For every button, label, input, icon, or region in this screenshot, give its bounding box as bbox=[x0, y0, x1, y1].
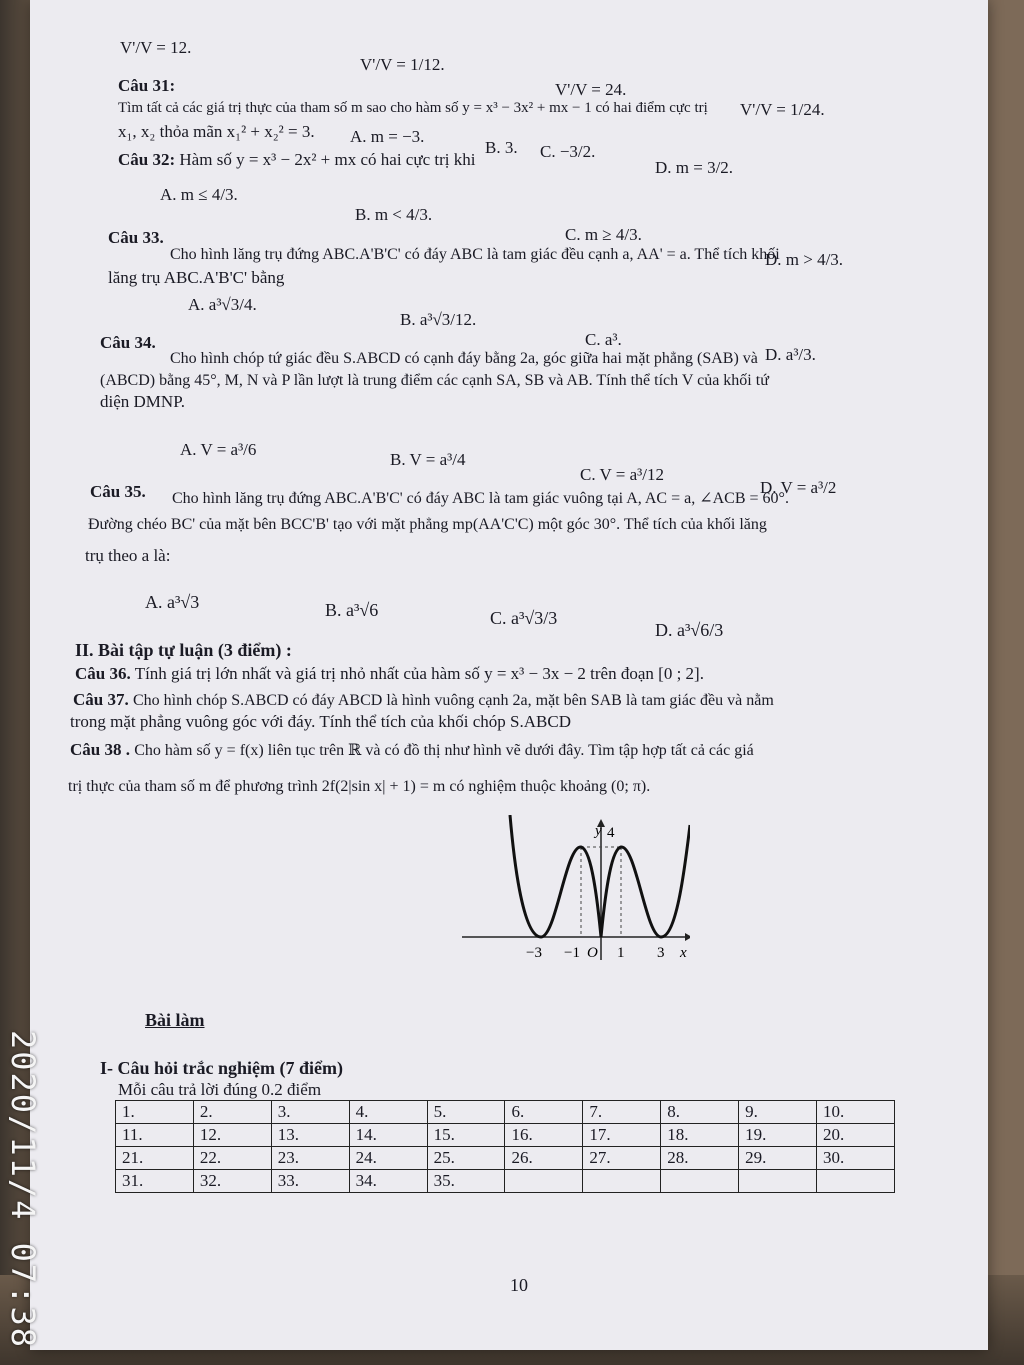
answer-table-row bbox=[116, 1170, 895, 1193]
answer-table-row bbox=[116, 1124, 895, 1147]
answer-cell: 13. bbox=[271, 1124, 349, 1147]
q37-line2: trong mặt phẳng vuông góc với đáy. Tính thể tích của khối chóp S.ABCD bbox=[70, 712, 571, 731]
answer-cell: 29. bbox=[739, 1147, 817, 1170]
q38-line1: Cho hàm số y = f(x) liên tục trên ℝ và có đồ thị như hình vẽ dưới đây. Tìm tập hợp tất cả các giá bbox=[134, 742, 754, 759]
q31-text: Tìm tất cả các giá trị thực của tham số m sao cho hàm số y = x³ − 3x² + mx − 1 có hai điểm cực trị bbox=[118, 100, 708, 116]
answer-cell: 6. bbox=[505, 1101, 583, 1124]
answer-cell: 19. bbox=[739, 1124, 817, 1147]
answer-cell bbox=[583, 1170, 661, 1193]
answer-cell bbox=[817, 1170, 895, 1193]
mcq-subtitle: I- Câu hỏi trắc nghiệm (7 điểm) bbox=[100, 1058, 343, 1078]
q31-option-a: A. m = −3. bbox=[350, 127, 425, 146]
answer-cell: 35. bbox=[427, 1170, 505, 1193]
answer-cell: 4. bbox=[349, 1101, 427, 1124]
answer-cell: 28. bbox=[661, 1147, 739, 1170]
answer-cell: 8. bbox=[661, 1101, 739, 1124]
q33-option-d: D. a³/3. bbox=[765, 345, 816, 364]
q32-option-c: C. m ≥ 4/3. bbox=[565, 225, 642, 244]
q30-option-b: V'/V = 1/12. bbox=[360, 55, 445, 74]
answer-cell: 18. bbox=[661, 1124, 739, 1147]
answer-cell: 31. bbox=[116, 1170, 194, 1193]
function-graph bbox=[460, 815, 690, 965]
exam-page bbox=[30, 0, 988, 1350]
q32-option-d: D. m > 4/3. bbox=[765, 250, 844, 269]
answer-table-row bbox=[116, 1101, 895, 1124]
q32-option-b: B. m < 4/3. bbox=[355, 205, 433, 224]
q36-text: Tính giá trị lớn nhất và giá trị nhỏ nhất của hàm số y = x³ − 3x − 2 trên đoạn [0 ; 2]. bbox=[134, 664, 704, 683]
q38-label: Câu 38 . bbox=[70, 740, 130, 759]
q31-option-b: B. 3. bbox=[485, 138, 518, 157]
x-tick-3: 3 bbox=[657, 945, 665, 961]
q35-option-c: C. a³√3/3 bbox=[490, 608, 558, 628]
q32-option-a: A. m ≤ 4/3. bbox=[160, 185, 238, 204]
mcq-note: Mỗi câu trả lời đúng 0.2 điểm bbox=[118, 1080, 322, 1099]
q34-label: Câu 34. bbox=[100, 333, 156, 352]
q35-line3: trụ theo a là: bbox=[85, 546, 171, 565]
q38-line2: trị thực của tham số m để phương trình 2f(2|sin x| + 1) = m có nghiệm thuộc khoảng (0; π). bbox=[68, 778, 651, 795]
q34-line1: Cho hình chóp tứ giác đều S.ABCD có cạnh đáy bằng 2a, góc giữa hai mặt phẳng (SAB) và bbox=[170, 350, 758, 367]
answer-cell: 17. bbox=[583, 1124, 661, 1147]
q32-label: Câu 32: bbox=[118, 150, 176, 169]
q32-text: Hàm số y = x³ − 2x² + mx có hai cực trị khi bbox=[179, 150, 476, 169]
answer-table-row bbox=[116, 1147, 895, 1170]
answer-cell: 34. bbox=[349, 1170, 427, 1193]
answer-cell: 11. bbox=[116, 1124, 194, 1147]
q35-line1: Cho hình lăng trụ đứng ABC.A'B'C' có đáy ABC là tam giác vuông tại A, AC = a, ∠ACB = 60°. bbox=[172, 490, 789, 507]
q34-option-a: A. V = a³/6 bbox=[180, 440, 257, 459]
answer-cell: 12. bbox=[193, 1124, 271, 1147]
q35-option-b: B. a³√6 bbox=[325, 600, 379, 620]
answer-cell: 27. bbox=[583, 1147, 661, 1170]
q34-line3: diện DMNP. bbox=[100, 392, 186, 411]
answer-cell: 2. bbox=[193, 1101, 271, 1124]
q33-option-c: C. a³. bbox=[585, 330, 622, 349]
part2-title: II. Bài tập tự luận (3 điểm) : bbox=[75, 640, 292, 660]
y-axis-label: y bbox=[595, 823, 602, 839]
answer-cell: 3. bbox=[271, 1101, 349, 1124]
q33-label: Câu 33. bbox=[108, 228, 164, 247]
answer-cell: 22. bbox=[193, 1147, 271, 1170]
q35-option-a: A. a³√3 bbox=[145, 592, 200, 612]
answer-cell: 20. bbox=[817, 1124, 895, 1147]
q33-line2: lăng trụ ABC.A'B'C' bằng bbox=[108, 268, 285, 287]
answer-table bbox=[115, 1100, 895, 1193]
y-tick-4: 4 bbox=[607, 825, 615, 841]
answer-cell: 16. bbox=[505, 1124, 583, 1147]
q31-label: Câu 31: bbox=[118, 76, 176, 95]
q35-label: Câu 35. bbox=[90, 482, 146, 501]
q34-option-d: D. V = a³/2 bbox=[760, 478, 837, 497]
answer-cell: 5. bbox=[427, 1101, 505, 1124]
x-tick-1: 1 bbox=[617, 945, 625, 961]
page-number: 10 bbox=[510, 1275, 528, 1295]
q34-option-c: C. V = a³/12 bbox=[580, 465, 664, 484]
answer-cell: 14. bbox=[349, 1124, 427, 1147]
answer-cell: 15. bbox=[427, 1124, 505, 1147]
answer-cell: 24. bbox=[349, 1147, 427, 1170]
x-axis-arrow bbox=[685, 933, 690, 941]
answer-heading: Bài làm bbox=[145, 1010, 205, 1030]
x-axis-label: x bbox=[680, 945, 687, 961]
q35-line2: Đường chéo BC' của mặt bên BCC'B' tạo với mặt phẳng mp(AA'C'C) một góc 30°. Thể tích của khối lăng bbox=[88, 516, 767, 533]
answer-cell bbox=[739, 1170, 817, 1193]
q30-option-a: V'/V = 12. bbox=[120, 38, 192, 57]
answer-cell: 9. bbox=[739, 1101, 817, 1124]
q30-option-c: V'/V = 24. bbox=[555, 80, 627, 99]
answer-cell: 33. bbox=[271, 1170, 349, 1193]
q34-option-b: B. V = a³/4 bbox=[390, 450, 466, 469]
x-tick-minus1: −1 bbox=[564, 945, 580, 961]
q36-label: Câu 36. bbox=[75, 664, 131, 683]
q35-option-d: D. a³√6/3 bbox=[655, 620, 724, 640]
origin-label: O bbox=[587, 945, 598, 961]
answer-cell: 7. bbox=[583, 1101, 661, 1124]
q30-option-d: V'/V = 1/24. bbox=[740, 100, 825, 119]
answer-cell: 21. bbox=[116, 1147, 194, 1170]
answer-cell: 25. bbox=[427, 1147, 505, 1170]
answer-cell: 10. bbox=[817, 1101, 895, 1124]
q31-option-c: C. −3/2. bbox=[540, 142, 596, 161]
q33-option-a: A. a³√3/4. bbox=[188, 295, 257, 314]
answer-cell: 1. bbox=[116, 1101, 194, 1124]
answer-cell bbox=[505, 1170, 583, 1193]
q31-line2: x₁, x₂ thỏa mãn x₁² + x₂² = 3. bbox=[118, 122, 315, 141]
answer-cell: 23. bbox=[271, 1147, 349, 1170]
photo-timestamp: 2020/11/4 07:38 bbox=[4, 1030, 42, 1349]
x-tick-minus3: −3 bbox=[526, 945, 542, 961]
answer-cell: 32. bbox=[193, 1170, 271, 1193]
answer-cell: 30. bbox=[817, 1147, 895, 1170]
q33-line1: Cho hình lăng trụ đứng ABC.A'B'C' có đáy ABC là tam giác đều cạnh a, AA' = a. Thể tích khối bbox=[170, 246, 780, 263]
q31-option-d: D. m = 3/2. bbox=[655, 158, 734, 177]
q34-line2: (ABCD) bằng 45°, M, N và P lần lượt là trung điểm các cạnh SA, SB và AB. Tính thể tích V của khối tứ bbox=[100, 372, 769, 389]
q37-label: Câu 37. bbox=[73, 690, 129, 709]
answer-cell bbox=[661, 1170, 739, 1193]
q33-option-b: B. a³√3/12. bbox=[400, 310, 477, 329]
q37-line1: Cho hình chóp S.ABCD có đáy ABCD là hình vuông cạnh 2a, mặt bên SAB là tam giác đều và nằm bbox=[132, 692, 774, 709]
answer-cell: 26. bbox=[505, 1147, 583, 1170]
